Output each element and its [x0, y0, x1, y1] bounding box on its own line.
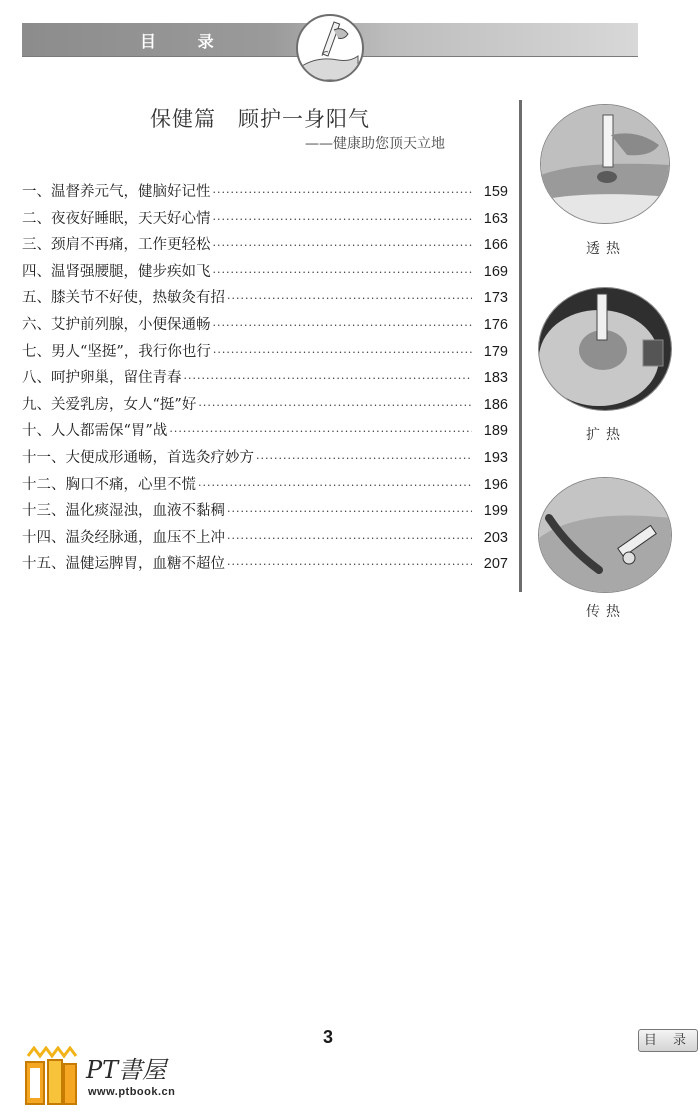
toc-entry-label: 十、人人都需保“胃”战 — [22, 423, 168, 440]
toc-entry-label: 十五、温健运脾胃，血糖不超位 — [22, 556, 225, 573]
toc-entry-page: 179 — [483, 343, 508, 360]
bookshelf-logo-icon — [20, 1046, 82, 1112]
table-of-contents — [22, 180, 508, 579]
photo-caption: 透热 — [586, 241, 626, 257]
toc-nav-button[interactable]: 目 录 — [638, 1029, 698, 1052]
toc-entry-page: 203 — [483, 529, 508, 546]
toc-leader-dots — [198, 479, 472, 492]
toc-leader-dots — [256, 452, 472, 465]
toc-entry-page: 183 — [483, 370, 508, 387]
toc-entry-page: 173 — [483, 290, 508, 307]
section-title: 保健篇 顾护一身阳气 — [150, 107, 370, 131]
toc-entry-page: 196 — [483, 476, 508, 493]
toc-leader-dots — [198, 399, 472, 412]
toc-entry[interactable] — [22, 393, 508, 420]
toc-entry-page: 169 — [483, 263, 508, 280]
page-number: 3 — [323, 1027, 334, 1047]
toc-entry-label: 七、男人“坚挺”，我行你也行 — [22, 343, 211, 360]
toc-leader-dots — [213, 319, 473, 332]
toc-leader-dots — [184, 372, 473, 385]
banner-title: 目 录 — [140, 32, 232, 51]
toc-entry-page: 176 — [483, 316, 508, 333]
toc-entry[interactable] — [22, 313, 508, 340]
toc-entry-label: 一、温督养元气，健脑好记性 — [22, 184, 211, 200]
photo-penetrating-heat — [540, 104, 670, 224]
toc-leader-dots — [213, 186, 473, 199]
toc-entry-label: 十二、胸口不痛，心里不慌 — [22, 476, 196, 493]
toc-entry[interactable] — [22, 499, 508, 526]
watermark-url: www.ptbook.cn — [88, 1086, 176, 1098]
toc-entry-page: 159 — [483, 184, 508, 200]
toc-leader-dots — [227, 505, 472, 518]
toc-entry[interactable] — [22, 207, 508, 234]
toc-entry[interactable] — [22, 180, 508, 207]
toc-entry-page: 163 — [483, 210, 508, 227]
toc-entry[interactable] — [22, 526, 508, 553]
toc-entry[interactable] — [22, 233, 508, 260]
vertical-divider — [519, 100, 522, 592]
toc-entry[interactable] — [22, 286, 508, 313]
photo-spreading-heat — [538, 287, 672, 411]
toc-entry-label: 十一、大便成形通畅，首选灸疗妙方 — [22, 449, 254, 466]
toc-leader-dots — [213, 266, 473, 279]
toc-entry[interactable] — [22, 419, 508, 446]
toc-entry[interactable] — [22, 552, 508, 579]
section-subtitle: ——健康助您顶天立地 — [305, 136, 445, 152]
toc-entry[interactable] — [22, 473, 508, 500]
toc-entry-label: 四、温肾强腰腿，健步疾如飞 — [22, 263, 211, 280]
toc-entry-label: 二、夜夜好睡眠，天天好心情 — [22, 210, 211, 227]
toc-entry-label: 十三、温化痰湿浊，血液不黏稠 — [22, 503, 225, 520]
toc-leader-dots — [213, 239, 473, 252]
toc-entry[interactable] — [22, 446, 508, 473]
toc-leader-dots — [213, 213, 473, 226]
moxibustion-emblem-icon — [296, 14, 364, 82]
toc-entry-page: 166 — [483, 237, 508, 254]
photo-caption: 传热 — [586, 604, 626, 620]
toc-entry-page: 193 — [483, 449, 508, 466]
toc-entry[interactable] — [22, 260, 508, 287]
toc-leader-dots — [213, 346, 472, 359]
toc-entry[interactable] — [22, 340, 508, 367]
toc-entry-page: 207 — [483, 556, 508, 573]
toc-entry-label: 八、呵护卵巢，留住青春 — [22, 370, 182, 387]
photo-caption: 扩热 — [586, 427, 626, 443]
toc-entry-label: 五、膝关节不好使，热敏灸有招 — [22, 290, 225, 307]
toc-entry-label: 三、颈肩不再痛，工作更轻松 — [22, 237, 211, 254]
toc-leader-dots — [227, 558, 472, 571]
toc-entry-label: 九、关爱乳房，女人“挺”好 — [22, 396, 197, 413]
toc-leader-dots — [169, 425, 472, 438]
photo-conducting-heat — [538, 477, 672, 593]
toc-leader-dots — [227, 292, 472, 305]
toc-entry-page: 189 — [483, 423, 508, 440]
toc-entry-label: 十四、温灸经脉通，血压不上冲 — [22, 529, 225, 546]
toc-entry[interactable] — [22, 366, 508, 393]
toc-entry-page: 186 — [483, 396, 508, 413]
toc-entry-page: 199 — [483, 503, 508, 520]
toc-leader-dots — [227, 532, 472, 545]
toc-entry-label: 六、艾护前列腺，小便保通畅 — [22, 316, 211, 333]
watermark-name: PT書屋 — [86, 1056, 167, 1084]
